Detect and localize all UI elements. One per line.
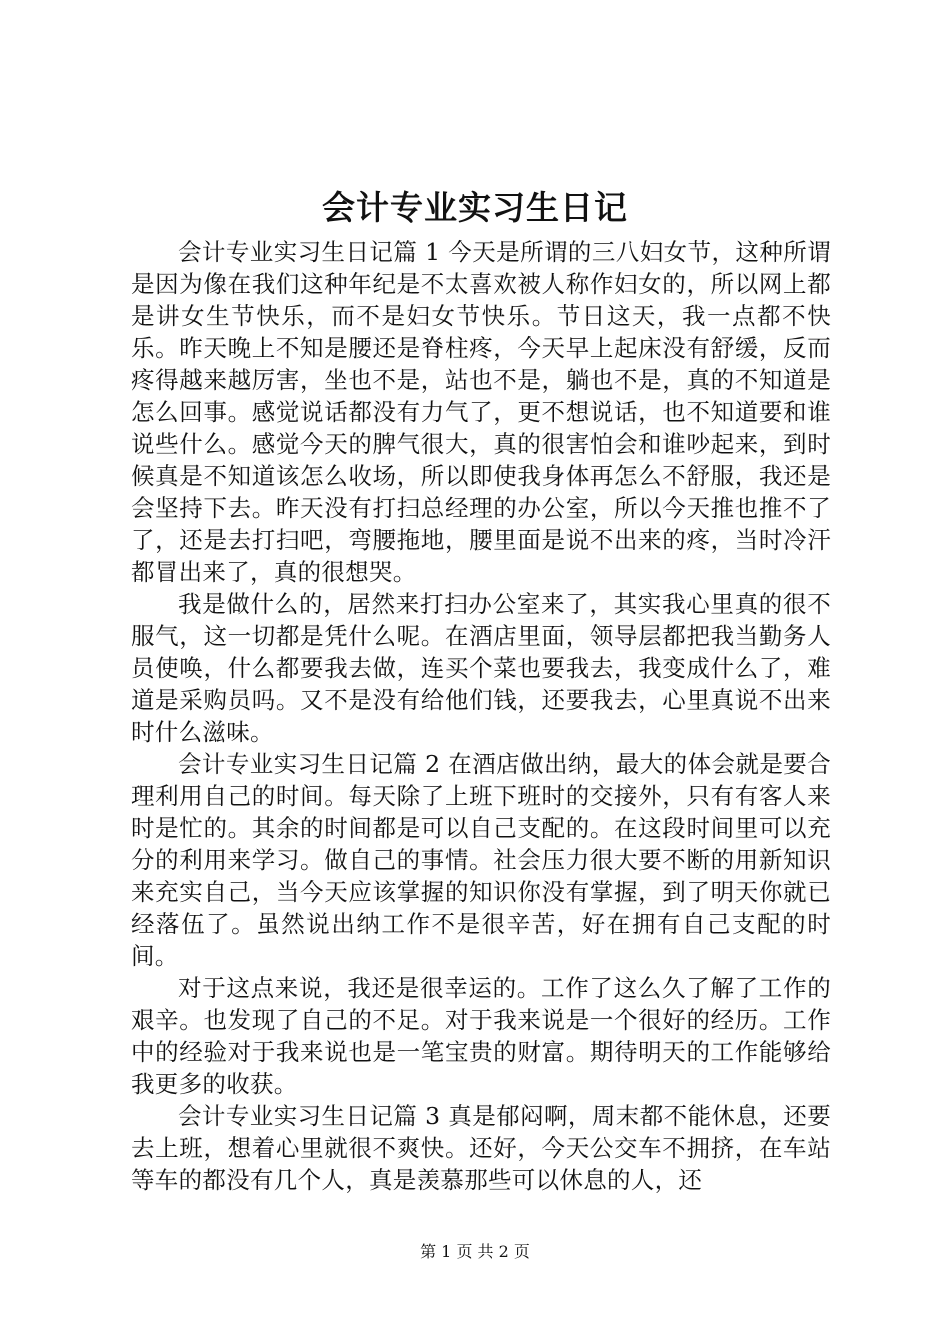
document-title: 会计专业实习生日记 [322, 188, 628, 227]
paragraph-2: 我是做什么的，居然来打扫办公室来了，其实我心里真的很不服气，这一切都是凭什么呢。在酒店里面，领导层都把我当勤务人员使唤，什么都要我去做，连买个菜也要我去，我变成什么了，难道是采购员吗。又不是没有给他们钱，还要我去，心里真说不出来时什么滋味。 [131, 590, 831, 746]
page-footer: 第 1 页 共 2 页 [420, 1242, 530, 1261]
paragraph-1: 会计专业实习生日记篇 1 今天是所谓的三八妇女节，这种所谓是因为像在我们这种年纪是不太喜欢被人称作妇女的，所以网上都是讲女生节快乐，而不是妇女节快乐。节日这天，我一点都不快乐。昨天晚上不知是腰还是脊柱疼，今天早上起床没有舒缓，反而疼得越来越厉害，坐也不是，站也不是，躺也不是，真的不知道是怎么回事。感觉说话都没有力气了，更不想说话，也不知道要和谁说些什么。感觉今天的脾气很大，真的很害怕会和谁吵起来，到时候真是不知道该怎么收场，所以即使我身体再怎么不舒服，我还是会坚持下去。昨天没有打扫总经理的办公室，所以今天推也推不了了，还是去打扫吧，弯腰拖地，腰里面是说不出来的疼，当时冷汗都冒出来了，真的很想哭。 [131, 238, 831, 586]
document-body [131, 236, 831, 1196]
paragraph-3: 会计专业实习生日记篇 2 在酒店做出纳，最大的体会就是要合理利用自己的时间。每天除了上班下班时的交接外，只有有客人来时是忙的。其余的时间都是可以自己支配的。在这段时间里可以充分的利用来学习。做自己的事情。社会压力很大要不断的用新知识来充实自己，当今天应该掌握的知识你没有掌握，到了明天你就已经落伍了。虽然说出纳工作不是很辛苦，好在拥有自己支配的时间。 [131, 750, 831, 970]
paragraph-5: 会计专业实习生日记篇 3 真是郁闷啊，周末都不能休息，还要去上班，想着心里就很不爽快。还好，今天公交车不拥挤，在车站等车的都没有几个人，真是羡慕那些可以休息的人，还 [131, 1102, 831, 1194]
paragraph-4: 对于这点来说，我还是很幸运的。工作了这么久了解了工作的艰辛。也发现了自己的不足。对于我来说是一个很好的经历。工作中的经验对于我来说也是一笔宝贵的财富。期待明天的工作能够给我更多的收获。 [131, 974, 831, 1098]
